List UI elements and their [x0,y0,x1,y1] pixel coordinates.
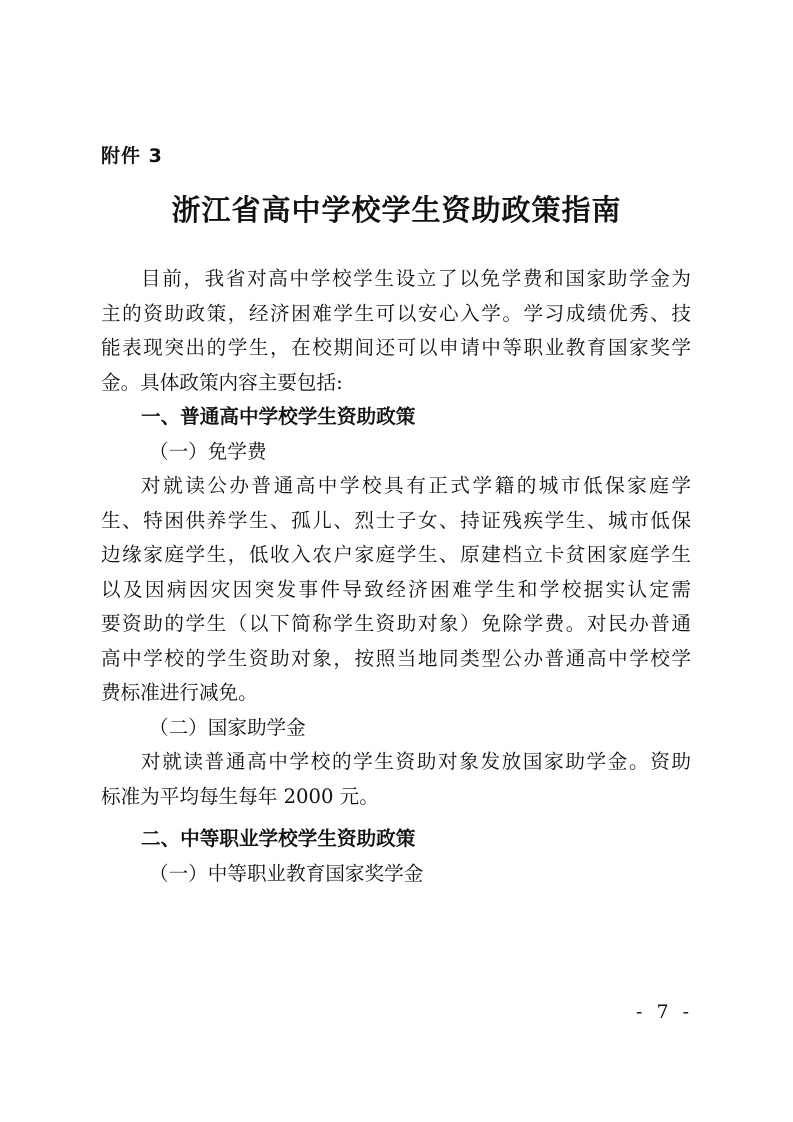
paragraph-line: 目前，我省对高中学校学生设立了以免学费和国家助学金为 [141,267,691,290]
national-grant-paragraph [101,745,691,814]
page-number: - 7 - [635,1001,693,1023]
paragraph-line: 要资助的学生（以下简称学生资助对象）免除学费。对民办普通 [101,612,691,635]
paragraph-line: 标准为平均每生每年 2000 元。 [101,784,379,808]
subsection-heading-1-2: （二）国家助学金 [149,715,306,739]
paragraph-line: 生、特困供养学生、孤儿、烈士子女、持证残疾学生、城市低保 [101,508,691,532]
section-heading-1: 一、普通高中学校学生资助政策 [141,405,416,428]
document-body [101,262,691,891]
attachment-label: 附件 3 [101,145,163,167]
paragraph-line: 主的资助政策，经济困难学生可以安心入学。学习成绩优秀、技 [101,301,691,325]
document-title: 浙江省高中学校学生资助政策指南 [171,193,622,227]
paragraph-line: 费标准进行减免。 [101,681,258,704]
paragraph-line: 对就读公办普通高中学校具有正式学籍的城市低保家庭学 [141,474,691,497]
paragraph-line: 高中学校的学生资助对象，按照当地同类型公办普通高中学校学 [101,646,691,670]
subsection-heading-1-1: （一）免学费 [149,439,267,463]
paragraph-line: 金。具体政策内容主要包括: [101,370,343,394]
paragraph-line: 能表现突出的学生，在校期间还可以申请中等职业教育国家奖学 [101,336,691,359]
paragraph-line: 边缘家庭学生，低收入农户家庭学生、原建档立卡贫困家庭学生 [101,543,691,566]
intro-paragraph [101,262,691,400]
tuition-exemption-paragraph [101,469,691,711]
paragraph-line: 以及因病因灾因突发事件导致经济困难学生和学校据实认定需 [101,577,691,601]
subsection-heading-2-1: （一）中等职业教育国家奖学金 [149,861,424,885]
section-heading-2: 二、中等职业学校学生资助政策 [141,827,416,850]
paragraph-line: 对就读普通高中学校的学生资助对象发放国家助学金。资助 [141,750,691,773]
